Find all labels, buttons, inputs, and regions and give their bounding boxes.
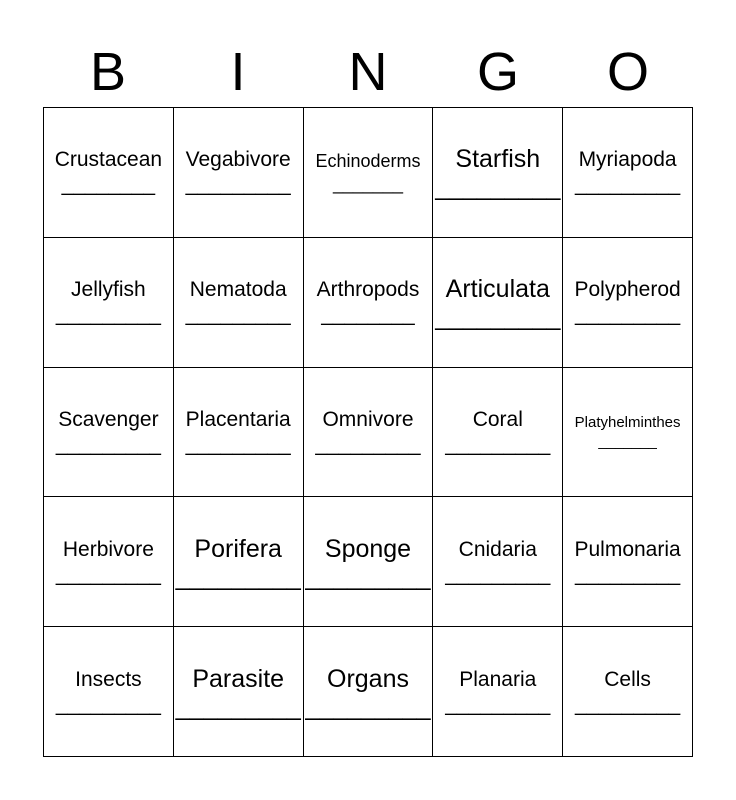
- cell-blank-line: _________: [315, 432, 421, 456]
- bingo-cell[interactable]: [563, 238, 693, 368]
- cell-word: Platyhelminthes: [574, 413, 681, 431]
- cell-word: Starfish: [455, 145, 541, 174]
- cell-blank-line: _________: [575, 692, 681, 716]
- cell-blank-line: _________: [575, 303, 681, 327]
- cell-word: Echinoderms: [315, 151, 421, 172]
- cell-word: Insects: [75, 667, 142, 691]
- bingo-cell[interactable]: [563, 497, 693, 627]
- cell-blank-line: _________: [55, 303, 161, 327]
- cell-blank-line: _________: [445, 432, 551, 456]
- bingo-card: [43, 107, 693, 757]
- cell-blank-line: _________: [435, 173, 561, 202]
- cell-blank-line: _________: [55, 562, 161, 586]
- cell-word: Nematoda: [189, 278, 287, 302]
- bingo-cell[interactable]: [174, 368, 304, 498]
- header-letter-b: B: [89, 42, 127, 102]
- cell-blank-line: _________: [435, 303, 561, 332]
- bingo-cell[interactable]: [44, 627, 174, 757]
- bingo-cell[interactable]: [433, 108, 563, 238]
- bingo-cell[interactable]: [563, 627, 693, 757]
- cell-word: Cnidaria: [458, 537, 537, 561]
- cell-blank-line: ________: [61, 173, 156, 197]
- cell-blank-line: _________: [445, 692, 551, 716]
- cell-word: Omnivore: [322, 407, 414, 431]
- header-letter-n: N: [348, 42, 388, 102]
- cell-word: Cells: [604, 667, 651, 691]
- cell-word: Arthropods: [316, 278, 420, 302]
- bingo-cell[interactable]: [563, 368, 693, 498]
- bingo-cell[interactable]: [304, 627, 434, 757]
- bingo-cell[interactable]: [174, 627, 304, 757]
- bingo-cell[interactable]: [304, 238, 434, 368]
- cell-word: Planaria: [459, 667, 537, 691]
- cell-blank-line: _________: [305, 692, 431, 721]
- cell-blank-line: _________: [175, 692, 301, 721]
- cell-blank-line: _________: [305, 562, 431, 591]
- cell-blank-line: _________: [445, 562, 551, 586]
- bingo-cell[interactable]: [433, 497, 563, 627]
- cell-word: Placentaria: [185, 407, 291, 431]
- bingo-cell[interactable]: [44, 108, 174, 238]
- cell-blank-line: _________: [175, 562, 301, 591]
- cell-blank-line: ________: [321, 303, 415, 327]
- cell-blank-line: _________: [55, 692, 161, 716]
- cell-blank-line: _________: [575, 173, 681, 197]
- bingo-cell[interactable]: [44, 368, 174, 498]
- cell-word: Articulata: [445, 275, 550, 304]
- cell-blank-line: _________: [575, 562, 681, 586]
- cell-blank-line: _______: [332, 174, 404, 195]
- cell-word: Coral: [472, 407, 523, 431]
- bingo-cell[interactable]: [44, 497, 174, 627]
- bingo-cell[interactable]: [433, 627, 563, 757]
- bingo-header: [43, 40, 693, 104]
- bingo-cell[interactable]: [174, 108, 304, 238]
- cell-word: Pulmonaria: [574, 537, 681, 561]
- bingo-cell[interactable]: [304, 497, 434, 627]
- cell-word: Sponge: [324, 534, 412, 563]
- cell-word: Parasite: [192, 664, 285, 693]
- cell-word: Crustacean: [54, 148, 163, 172]
- cell-blank-line: _________: [185, 303, 291, 327]
- cell-blank-line: _______: [598, 432, 657, 450]
- cell-word: Scavenger: [58, 407, 159, 431]
- bingo-cell[interactable]: [433, 368, 563, 498]
- bingo-cell[interactable]: [563, 108, 693, 238]
- cell-word: Polypherod: [574, 278, 681, 302]
- bingo-cell[interactable]: [174, 238, 304, 368]
- header-letter-i: I: [230, 42, 246, 102]
- cell-word: Jellyfish: [71, 278, 146, 302]
- cell-word: Herbivore: [62, 537, 154, 561]
- bingo-cell[interactable]: [44, 238, 174, 368]
- cell-blank-line: _________: [55, 432, 161, 456]
- bingo-cell[interactable]: [174, 497, 304, 627]
- cell-word: Organs: [327, 664, 409, 693]
- cell-blank-line: _________: [185, 173, 291, 197]
- cell-word: Vegabivore: [185, 148, 291, 172]
- cell-word: Myriapoda: [578, 148, 677, 172]
- bingo-cell[interactable]: [304, 368, 434, 498]
- cell-word: Porifera: [194, 534, 282, 563]
- header-letter-g: G: [476, 42, 519, 102]
- cell-blank-line: _________: [185, 432, 291, 456]
- bingo-cell[interactable]: [433, 238, 563, 368]
- bingo-cell[interactable]: [304, 108, 434, 238]
- header-letter-o: O: [606, 42, 649, 102]
